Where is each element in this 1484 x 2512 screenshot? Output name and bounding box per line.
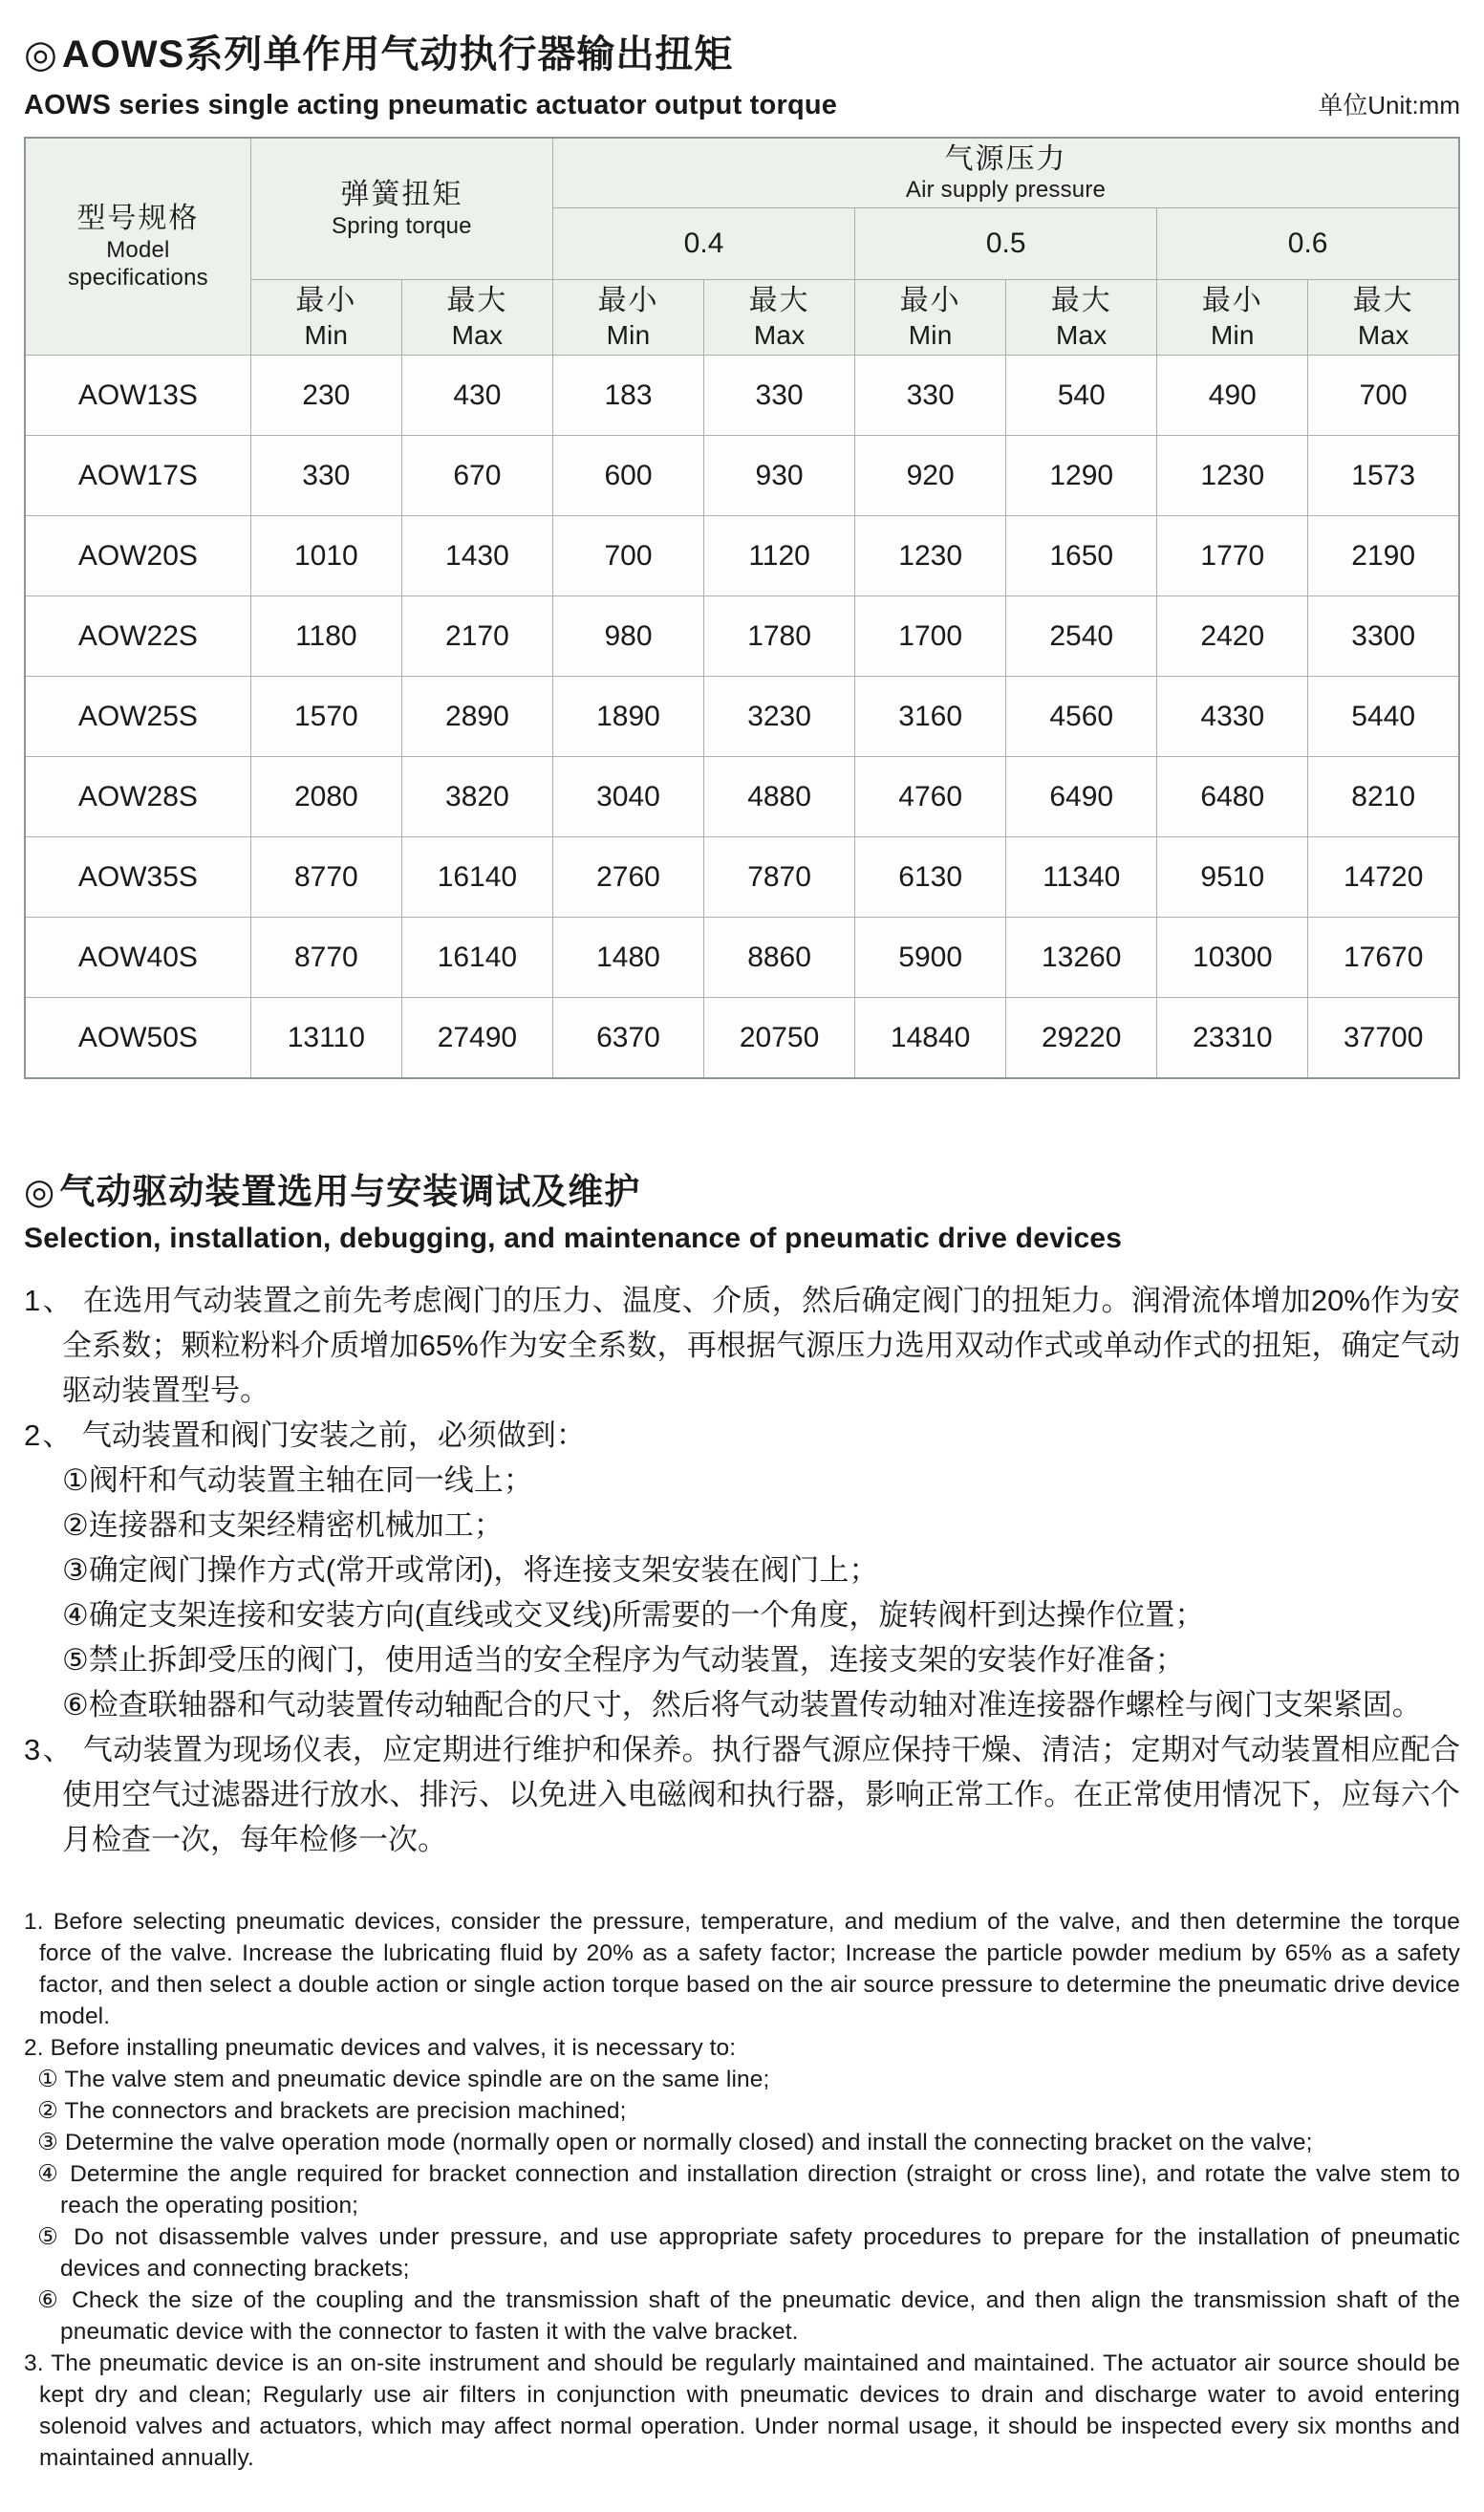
value-cell: 17670: [1308, 918, 1459, 998]
max-en: Max: [1357, 319, 1409, 350]
sub-list-item: ③确定阀门操作方式(常开或常闭)，将连接支架安装在阀门上；: [62, 1553, 879, 1588]
max-en: Max: [1055, 319, 1108, 350]
value-cell: 5440: [1308, 677, 1459, 757]
list-marker: 3.: [24, 2350, 44, 2377]
table-body: [25, 356, 1459, 1079]
sub-list-item: [37, 2127, 1460, 2158]
value-cell: 1480: [552, 918, 703, 998]
header-pressure-0-6: 0.6: [1157, 208, 1459, 280]
min-en: Min: [908, 319, 953, 350]
value-cell: 4560: [1006, 677, 1157, 757]
model-cell: AOW20S: [25, 516, 250, 596]
value-cell: 2890: [401, 677, 552, 757]
list-item: [24, 1727, 1460, 1862]
max-zh: 最大: [748, 285, 810, 317]
value-cell: 6130: [855, 837, 1006, 918]
value-cell: 13260: [1006, 918, 1157, 998]
value-cell: 330: [704, 356, 855, 436]
header-spring-en: Spring torque: [332, 212, 472, 239]
value-cell: 670: [401, 436, 552, 516]
table-row: [25, 837, 1459, 918]
list-marker: 1、: [24, 1284, 75, 1318]
header-max: [401, 280, 552, 356]
value-cell: 3160: [855, 677, 1006, 757]
value-cell: 1290: [1006, 436, 1157, 516]
value-cell: 980: [552, 596, 703, 677]
value-cell: 2190: [1308, 516, 1459, 596]
min-en: Min: [304, 319, 349, 350]
min-zh: 最小: [597, 285, 659, 317]
value-cell: 1700: [855, 596, 1006, 677]
list-text: Before installing pneumatic devices and valves, it is necessary to:: [50, 2035, 737, 2062]
model-cell: AOW50S: [25, 998, 250, 1079]
value-cell: 1230: [1157, 436, 1308, 516]
min-zh: 最小: [1201, 285, 1263, 317]
value-cell: 1180: [250, 596, 401, 677]
table-header: [25, 138, 1459, 356]
bullseye-icon: ◎: [24, 33, 58, 76]
list-text: 在选用气动装置之前先考虑阀门的压力、温度、介质，然后确定阀门的扭矩力。润滑流体增加20%作为安全系数；颗粒粉料介质增加65%作为安全系数，再根据气源压力选用双动作式或单动作式的扭矩，确定气动驱动装置型号。: [62, 1284, 1460, 1408]
model-cell: AOW13S: [25, 356, 250, 436]
header-min: [552, 280, 703, 356]
header-air-pressure: [552, 138, 1459, 208]
max-zh: 最大: [446, 285, 508, 317]
model-cell: AOW17S: [25, 436, 250, 516]
list-marker: 3、: [24, 1733, 75, 1767]
value-cell: 600: [552, 436, 703, 516]
min-zh: 最小: [295, 285, 357, 317]
value-cell: 8860: [704, 918, 855, 998]
header-max: [704, 280, 855, 356]
max-en: Max: [451, 319, 504, 350]
value-cell: 37700: [1308, 998, 1459, 1079]
header-air-zh: 气源压力: [944, 142, 1067, 175]
bullseye-icon: ◎: [24, 1172, 56, 1211]
value-cell: 1570: [250, 677, 401, 757]
value-cell: 6490: [1006, 757, 1157, 837]
value-cell: 2170: [401, 596, 552, 677]
value-cell: 16140: [401, 918, 552, 998]
table-row: [25, 596, 1459, 677]
sub-list-item: ⑥检查联轴器和气动装置传动轴配合的尺寸，然后将气动装置传动轴对准连接器作螺栓与阀门支架紧固。: [62, 1688, 1422, 1722]
value-cell: 1120: [704, 516, 855, 596]
value-cell: 9510: [1157, 837, 1308, 918]
list-marker: ①: [37, 2067, 59, 2093]
value-cell: 1010: [250, 516, 401, 596]
value-cell: 1230: [855, 516, 1006, 596]
list-marker: 2.: [24, 2035, 44, 2062]
list-text: The valve stem and pneumatic device spindle are on the same line;: [64, 2067, 770, 2093]
model-cell: AOW25S: [25, 677, 250, 757]
value-cell: 1573: [1308, 436, 1459, 516]
value-cell: 700: [552, 516, 703, 596]
section2-title: [24, 1171, 1460, 1213]
table-row: [25, 516, 1459, 596]
header-spring-torque: [250, 138, 552, 280]
list-item: [24, 2032, 1460, 2064]
max-zh: 最大: [1050, 285, 1112, 317]
model-cell: AOW35S: [25, 837, 250, 918]
list-marker: 1.: [24, 1909, 44, 1936]
en-instructions: [24, 1906, 1460, 2474]
header-pressure-0-4: 0.4: [552, 208, 854, 280]
value-cell: 1890: [552, 677, 703, 757]
model-cell: AOW28S: [25, 757, 250, 837]
value-cell: 1430: [401, 516, 552, 596]
header-model: [25, 138, 250, 356]
page-title-en: AOWS series single acting pneumatic actuator output torque: [24, 90, 838, 120]
value-cell: 1650: [1006, 516, 1157, 596]
value-cell: 3820: [401, 757, 552, 837]
list-marker: ④: [37, 2161, 61, 2188]
table-row: [25, 356, 1459, 436]
value-cell: 8770: [250, 837, 401, 918]
value-cell: 490: [1157, 356, 1308, 436]
header-min: [250, 280, 401, 356]
list-marker: ⑥: [37, 2287, 62, 2314]
table-row: [25, 998, 1459, 1079]
value-cell: 230: [250, 356, 401, 436]
value-cell: 7870: [704, 837, 855, 918]
sub-list-item: ④确定支架连接和安装方向(直线或交叉线)所需要的一个角度，旋转阀杆到达操作位置；: [62, 1598, 1205, 1633]
list-text: 气动装置为现场仪表，应定期进行维护和保养。执行器气源应保持干燥、清洁；定期对气动装置相应配合使用空气过滤器进行放水、排污、以免进入电磁阀和执行器，影响正常工作。在正常使用情况下，应每六个月检查一次，每年检修一次。: [62, 1733, 1460, 1857]
header-min: [1157, 280, 1308, 356]
value-cell: 540: [1006, 356, 1157, 436]
value-cell: 330: [855, 356, 1006, 436]
value-cell: 13110: [250, 998, 401, 1079]
header-model-zh: 型号规格: [76, 203, 200, 235]
value-cell: 183: [552, 356, 703, 436]
value-cell: 1770: [1157, 516, 1308, 596]
list-item: [24, 2348, 1460, 2474]
sub-list-item: ①阀杆和气动装置主轴在同一线上；: [62, 1463, 533, 1498]
unit-label: 单位Unit:mm: [1318, 91, 1460, 119]
list-text: The pneumatic device is an on-site instrument and should be regularly maintained and maintained. The actuator air source should be kept dry and clean; Regularly use air filters in conjunction with pneumatic devices to drain and discharge water to avoid entering solenoid valves and actuators, which may affect normal operation. Under normal usage, it should be inspected every six months and maintained annually.: [39, 2350, 1461, 2472]
header-max: [1006, 280, 1157, 356]
value-cell: 330: [250, 436, 401, 516]
max-zh: 最大: [1352, 285, 1414, 317]
model-cell: AOW22S: [25, 596, 250, 677]
value-cell: 11340: [1006, 837, 1157, 918]
min-en: Min: [606, 319, 651, 350]
model-cell: AOW40S: [25, 918, 250, 998]
sub-list-item: [37, 2158, 1460, 2221]
value-cell: 6480: [1157, 757, 1308, 837]
value-cell: 14840: [855, 998, 1006, 1079]
list-item: [24, 1278, 1460, 1413]
value-cell: 3040: [552, 757, 703, 837]
list-text: Check the size of the coupling and the transmission shaft of the pneumatic device, and then align the transmission shaft of the pneumatic device with the connector to fasten it with the valve bracket.: [60, 2287, 1460, 2346]
header-model-en: Model specifications: [67, 236, 208, 291]
header-pressure-0-5: 0.5: [855, 208, 1157, 280]
header-min: [855, 280, 1006, 356]
table-row: [25, 757, 1459, 837]
list-text: Determine the angle required for bracket connection and installation direction (straight or cross line), and rotate the valve stem to reach the operating position;: [60, 2161, 1460, 2220]
header-spring-zh: 弹簧扭矩: [340, 179, 463, 211]
value-cell: 2420: [1157, 596, 1308, 677]
zh-instructions: [24, 1278, 1460, 1862]
list-marker: 2、: [24, 1418, 75, 1453]
value-cell: 16140: [401, 837, 552, 918]
list-text: Do not disassemble valves under pressure, and use appropriate safety procedures to prepare for the installation of pneumatic devices and connecting brackets;: [60, 2224, 1460, 2283]
value-cell: 29220: [1006, 998, 1157, 1079]
sub-list-item: [37, 2064, 1460, 2095]
page-title: [24, 32, 1460, 76]
value-cell: 4880: [704, 757, 855, 837]
section2-title-zh: 气动驱动装置选用与安装调试及维护: [59, 1172, 641, 1211]
sub-list-item: [37, 2285, 1460, 2348]
sub-list-item: ⑤禁止拆卸受压的阀门，使用适当的安全程序为气动装置，连接支架的安装作好准备；: [62, 1643, 1185, 1678]
min-en: Min: [1210, 319, 1255, 350]
subtitle-row: [24, 86, 1460, 121]
value-cell: 14720: [1308, 837, 1459, 918]
table-row: [25, 918, 1459, 998]
header-air-en: Air supply pressure: [905, 177, 1107, 204]
list-text: 气动装置和阀门安装之前，必须做到：: [81, 1418, 586, 1453]
torque-table: [24, 137, 1460, 1079]
sub-list-item: [37, 2221, 1460, 2285]
value-cell: 700: [1308, 356, 1459, 436]
value-cell: 5900: [855, 918, 1006, 998]
value-cell: 2760: [552, 837, 703, 918]
header-max: [1308, 280, 1459, 356]
list-marker: ⑤: [37, 2224, 63, 2251]
list-marker: ③: [37, 2130, 59, 2156]
list-item: [24, 1413, 1460, 1458]
value-cell: 920: [855, 436, 1006, 516]
value-cell: 23310: [1157, 998, 1308, 1079]
sub-list-item: ②连接器和支架经精密机械加工；: [62, 1508, 504, 1543]
value-cell: 8210: [1308, 757, 1459, 837]
value-cell: 27490: [401, 998, 552, 1079]
value-cell: 2540: [1006, 596, 1157, 677]
value-cell: 4760: [855, 757, 1006, 837]
page-title-zh: AOWS系列单作用气动执行器输出扭矩: [61, 33, 734, 76]
max-en: Max: [753, 319, 806, 350]
list-text: Before selecting pneumatic devices, consider the pressure, temperature, and medium of the valve, and then determine the torque force of the valve. Increase the lubricating fluid by 20% as a safety factor; Increase the particle powder medium by 65% as a safety factor, and then select a double action or single action torque based on the air source pressure to determine the pneumatic drive device model.: [39, 1909, 1460, 2030]
sub-list-item: [37, 2095, 1460, 2127]
value-cell: 20750: [704, 998, 855, 1079]
value-cell: 930: [704, 436, 855, 516]
list-item: [24, 1906, 1460, 2032]
value-cell: 8770: [250, 918, 401, 998]
value-cell: 3300: [1308, 596, 1459, 677]
value-cell: 430: [401, 356, 552, 436]
value-cell: 1780: [704, 596, 855, 677]
section2: [24, 1171, 1460, 2474]
value-cell: 10300: [1157, 918, 1308, 998]
list-text: The connectors and brackets are precision machined;: [64, 2098, 627, 2125]
value-cell: 4330: [1157, 677, 1308, 757]
value-cell: 6370: [552, 998, 703, 1079]
min-zh: 最小: [899, 285, 961, 317]
value-cell: 3230: [704, 677, 855, 757]
table-row: [25, 677, 1459, 757]
list-text: Determine the valve operation mode (normally open or normally closed) and install the connecting bracket on the valve;: [65, 2130, 1313, 2156]
table-row: [25, 436, 1459, 516]
list-marker: ②: [37, 2098, 59, 2125]
section2-title-en: Selection, installation, debugging, and maintenance of pneumatic drive devices: [24, 1223, 1123, 1255]
value-cell: 2080: [250, 757, 401, 837]
